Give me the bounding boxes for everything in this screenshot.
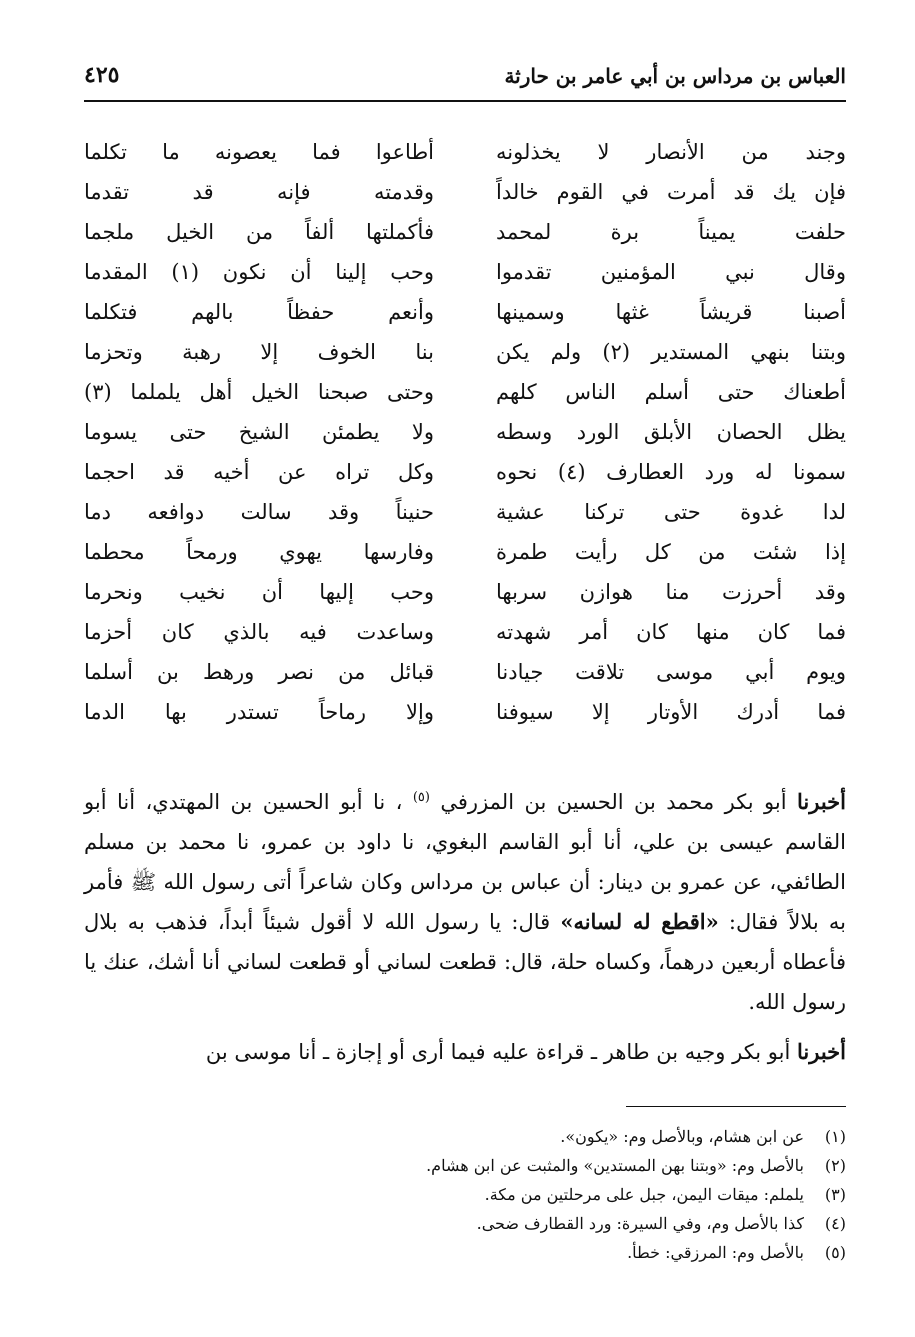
paragraph-text: ، نا أبو الحسين بن المهتدي، أنا أبو القاسم عيسى بن علي، أنا أبو القاسم البغوي، نا داود بن عمرو، نا محمد بن مسلم الطائفي، عن عمرو بن دينار: أن عباس بن مرداس وكان شاعراً أتى رسول الله ﷺ فأمر به بلالاً فقال: — [84, 790, 846, 934]
hadith-quote: «اقطع له لسانه» — [560, 909, 719, 934]
verse-second-hemistich: وإلا رماحاً تستدر بها الدما — [84, 700, 434, 724]
verse-first-hemistich: أطعناك حتى أسلم الناس كلهم — [496, 380, 846, 404]
verse-second-hemistich: وحتى صبحنا الخيل أهل يلملما (٣) — [84, 380, 434, 404]
footnote-number: (٥) — [824, 1243, 846, 1262]
verse-first-hemistich: لدا غدوة حتى تركنا عشية — [496, 500, 846, 524]
footnote-number: (٣) — [824, 1185, 846, 1204]
paragraph-text: أبو بكر وجيه بن طاهر ـ قراءة عليه فيما أرى أو إجازة ـ أنا موسى بن — [205, 1040, 798, 1064]
verse-first-hemistich: وقال نبي المؤمنين تقدموا — [496, 260, 846, 284]
footnote-text: كذا بالأصل وم، وفي السيرة: ورد القطارف ضحى. — [476, 1214, 804, 1233]
verse-row — [84, 532, 846, 572]
verse-row — [84, 612, 846, 652]
verse-second-hemistich: أطاعوا فما يعصونه ما تكلما — [84, 140, 434, 164]
verse-second-hemistich: قبائل من نصر ورهط بن أسلما — [84, 660, 434, 684]
verse-first-hemistich: يظل الحصان الأبلق الورد وسطه — [496, 420, 846, 444]
verse-second-hemistich: وحب إلينا أن نكون (١) المقدما — [84, 260, 434, 284]
verse-row — [84, 372, 846, 412]
footnote-text: يلملم: ميقات اليمن، جبل على مرحلتين من مكة. — [484, 1185, 804, 1204]
poem-block — [84, 132, 846, 772]
verse-second-hemistich: وساعدت فيه بالذي كان أحزما — [84, 620, 434, 644]
footnote — [300, 1180, 846, 1209]
verse-first-hemistich: فما كان منها كان أمر شهدته — [496, 620, 846, 644]
footnote — [300, 1238, 846, 1267]
verse-row — [84, 132, 846, 172]
verse-first-hemistich: حلفت يميناً برة لمحمد — [496, 220, 846, 244]
verse-row — [84, 412, 846, 452]
footnote-number: (٤) — [824, 1214, 846, 1233]
isnad-paragraph — [84, 1032, 846, 1072]
verse-row — [84, 492, 846, 532]
footnote — [300, 1122, 846, 1151]
verse-second-hemistich: وأنعم حفظاً بالهم فتكلما — [84, 300, 434, 324]
verse-second-hemistich: بنا الخوف إلا رهبة وتحزما — [84, 340, 434, 364]
isnad-paragraph — [84, 782, 846, 1022]
footnote-text: بالأصل وم: «وبتنا بهن المستدين» والمثبت عن ابن هشام. — [426, 1156, 804, 1175]
footnote-marker: (٥) — [412, 790, 430, 805]
verse-second-hemistich: فأكملتها ألفاً من الخيل ملجما — [84, 220, 434, 244]
verse-second-hemistich: وفارسها يهوي ورمحاً محطما — [84, 540, 434, 564]
verse-row — [84, 292, 846, 332]
verse-first-hemistich: سمونا له ورد العطارف (٤) نحوه — [496, 460, 846, 484]
verse-row — [84, 212, 846, 252]
footnote-text: بالأصل وم: المرزقي: خطأ. — [627, 1243, 804, 1262]
verse-first-hemistich: وبتنا بنهي المستدير (٢) ولم يكن — [496, 340, 846, 364]
footnote-number: (٢) — [824, 1156, 846, 1175]
footnote — [300, 1209, 846, 1238]
verse-first-hemistich: فإن يك قد أمرت في القوم خالداً — [496, 180, 846, 204]
verse-first-hemistich: فما أدرك الأوتار إلا سيوفنا — [496, 700, 846, 724]
verse-row — [84, 452, 846, 492]
akhbarana-lead: أخبرنا — [797, 1039, 846, 1064]
verse-first-hemistich: وقد أحرزت منا هوازن سربها — [496, 580, 846, 604]
paragraph-text: قال: يا رسول الله لا أقول شيئاً أبداً، فذهب به بلال فأعطاه أربعين درهماً، وكساه حلة، قال: قطعت لساني أو قطعت لساني أنا أشك، عنك يا رسول الله. — [84, 910, 846, 1014]
footnote-divider — [626, 1106, 846, 1107]
verse-second-hemistich: وكل تراه عن أخيه قد احجما — [84, 460, 434, 484]
verse-second-hemistich: وحب إليها أن نخيب ونحرما — [84, 580, 434, 604]
verse-row — [84, 252, 846, 292]
verse-row — [84, 652, 846, 692]
header-divider — [84, 100, 846, 102]
footnotes — [300, 1122, 846, 1267]
verse-second-hemistich: وقدمته فإنه قد تقدما — [84, 180, 434, 204]
akhbarana-lead: أخبرنا — [797, 789, 846, 814]
verse-second-hemistich: ولا يطمئن الشيخ حتى يسوما — [84, 420, 434, 444]
verse-second-hemistich: حنيناً وقد سالت دوافعه دما — [84, 500, 434, 524]
verse-first-hemistich: وجند من الأنصار لا يخذلونه — [496, 140, 846, 164]
footnote — [300, 1151, 846, 1180]
verse-row — [84, 572, 846, 612]
header-title: العباس بن مرداس بن أبي عامر بن حارثة — [504, 64, 846, 88]
footnote-text: عن ابن هشام، وبالأصل وم: «يكون». — [560, 1127, 804, 1146]
page-number: ٤٢٥ — [84, 62, 120, 88]
verse-row — [84, 692, 846, 732]
paragraph-text: أبو بكر محمد بن الحسين بن المزرفي — [429, 790, 798, 814]
verse-first-hemistich: أصبنا قريشاً غثها وسمينها — [496, 300, 846, 324]
verse-first-hemistich: إذا شئت من كل رأيت طمرة — [496, 540, 846, 564]
prose-section — [84, 782, 846, 1072]
footnote-number: (١) — [824, 1127, 846, 1146]
verse-first-hemistich: ويوم أبي موسى تلاقت جيادنا — [496, 660, 846, 684]
running-header — [84, 56, 846, 102]
verse-row — [84, 332, 846, 372]
verse-row — [84, 172, 846, 212]
